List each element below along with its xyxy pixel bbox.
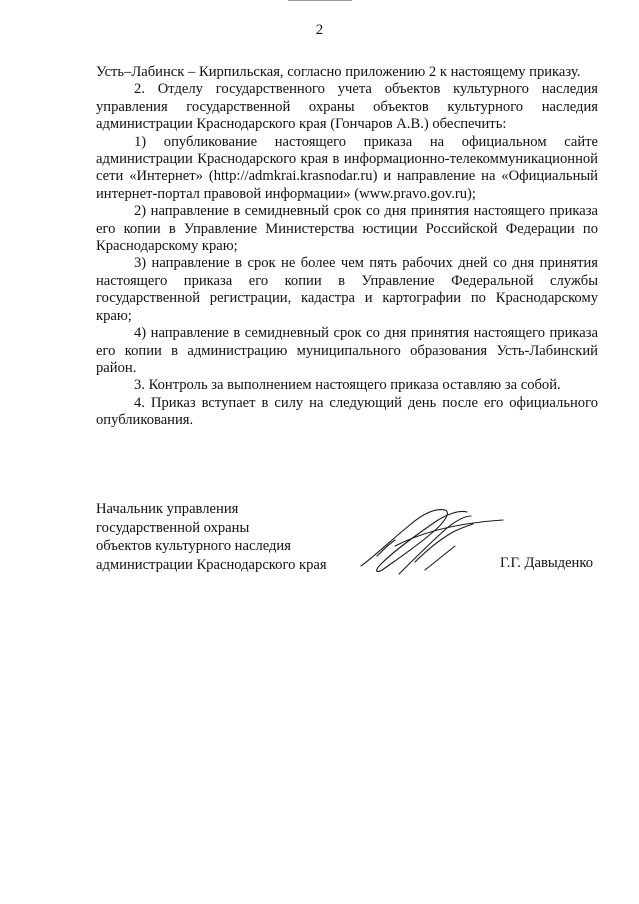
signatory-title-line: государственной охраны bbox=[96, 519, 250, 536]
header-rule bbox=[288, 0, 352, 1]
paragraph-item-2: 2. Отделу государственного учета объектов культурного наследия управления государственной охраны объектов культурного наследия администрации Краснодарского края (Гончаров А.В.) обеспечить: bbox=[96, 81, 598, 133]
signatory-title bbox=[96, 500, 356, 574]
paragraph-continuation: Усть–Лабинск – Кирпильская, согласно приложению 2 к настоящему приказу. bbox=[96, 64, 581, 80]
signatory-title-line: объектов культурного наследия bbox=[96, 538, 291, 554]
page-number: 2 bbox=[315, 22, 324, 38]
paragraph-item-3: 3. Контроль за выполнением настоящего приказа оставляю за собой. bbox=[134, 377, 561, 394]
signatory-title-line: администрации Краснодарского края bbox=[96, 556, 327, 573]
paragraph-subitem-1: 1) опубликование настоящего приказа на официальном сайте администрации Краснодарского края в информационно-телекоммуникационной сети «Интернет» (http://admkrai.krasnodar.ru) и направление на «Официальный интернет-портал правовой информации» (www.pravo.gov.ru); bbox=[96, 133, 598, 202]
paragraph-subitem-2: 2) направление в семидневный срок со дня принятия настоящего приказа его копии в Управление Министерства юстиции Российской Федерации по Краснодарскому краю; bbox=[96, 203, 598, 255]
paragraph-subitem-4: 4) направление в семидневный срок со дня принятия настоящего приказа его копии в администрацию муниципального образования Усть-Лабинский район. bbox=[96, 325, 598, 376]
signatory-name: Г.Г. Давыденко bbox=[500, 555, 594, 571]
handwritten-signature bbox=[355, 500, 505, 580]
paragraph-item-4: 4. Приказ вступает в силу на следующий день после его официального опубликования. bbox=[96, 394, 598, 429]
signatory-title-line: Начальник управления bbox=[96, 501, 239, 517]
document-body bbox=[96, 64, 598, 430]
paragraph-subitem-3: 3) направление в срок не более чем пять рабочих дней со дня принятия настоящего приказа его копии в Управление Федеральной службы государственной регистрации, кадастра и картографии по Краснодарскому краю; bbox=[96, 255, 598, 324]
